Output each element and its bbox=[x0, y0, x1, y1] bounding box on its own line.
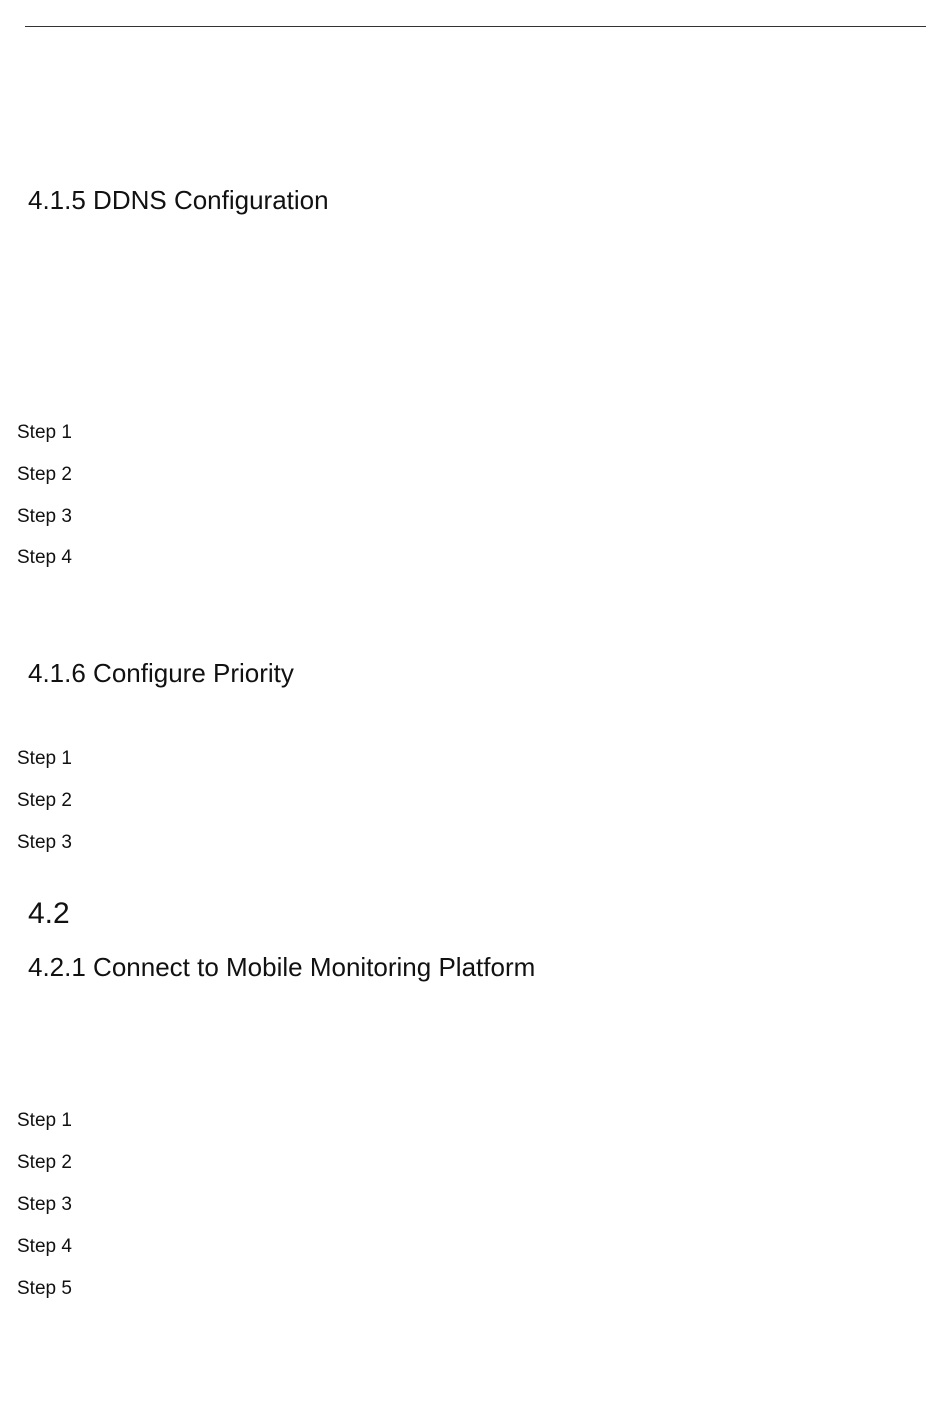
priority-step-3: Step 3 bbox=[17, 832, 72, 853]
mobile-step-3: Step 3 bbox=[17, 1194, 72, 1215]
priority-step-2: Step 2 bbox=[17, 790, 72, 811]
mobile-step-2: Step 2 bbox=[17, 1152, 72, 1173]
mobile-step-1: Step 1 bbox=[17, 1110, 72, 1131]
heading-connect-mobile-monitoring: 4.2.1 Connect to Mobile Monitoring Platform bbox=[28, 952, 536, 982]
ddns-step-2: Step 2 bbox=[17, 464, 72, 485]
heading-chapter-4-2: 4.2 bbox=[28, 897, 70, 930]
header-rule bbox=[25, 26, 926, 27]
ddns-step-1: Step 1 bbox=[17, 422, 72, 443]
ddns-step-3: Step 3 bbox=[17, 506, 72, 527]
priority-step-1: Step 1 bbox=[17, 748, 72, 769]
heading-ddns-configuration: 4.1.5 DDNS Configuration bbox=[28, 185, 329, 215]
ddns-step-4: Step 4 bbox=[17, 547, 72, 568]
heading-configure-priority: 4.1.6 Configure Priority bbox=[28, 658, 294, 688]
mobile-step-4: Step 4 bbox=[17, 1236, 72, 1257]
mobile-step-5: Step 5 bbox=[17, 1278, 72, 1299]
